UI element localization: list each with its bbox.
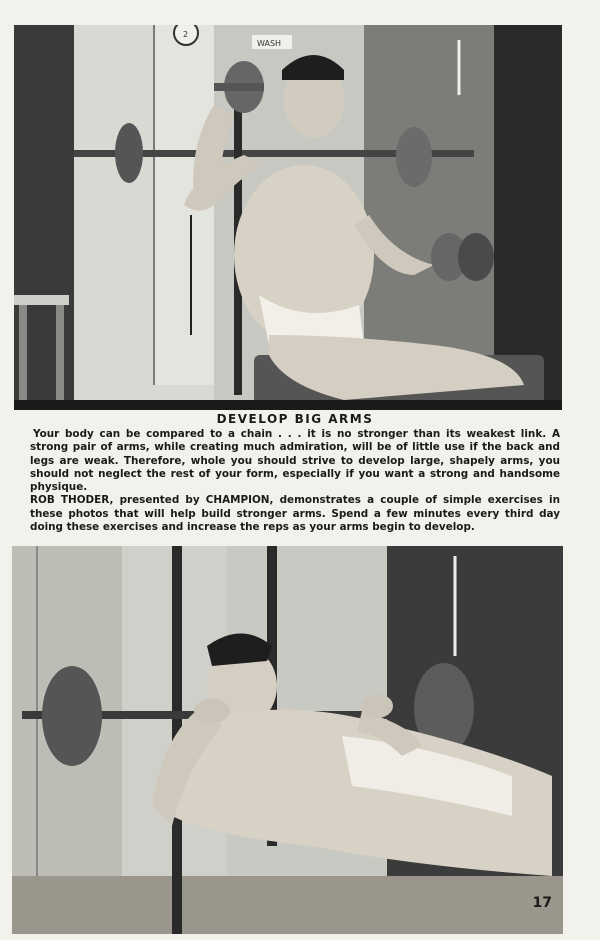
locker-number-text: 2 <box>183 30 189 39</box>
bench-press-illustration <box>12 546 563 934</box>
article-paragraph-1: Your body can be compared to a chain . . . it is no stronger than its weakest link. A strong pair of arms, while creating much admiration, will be of little use if the back and legs are weak. Therefore, whole you should strive to develop large, shapely arms, you should not neglect the rest of your form, especially if you want a strong and handsome physique. <box>30 428 560 494</box>
seated-curl-illustration <box>14 25 562 410</box>
article-paragraph-2: ROB THODER, presented by CHAMPION, demonstrates a couple of simple exercises in these photos that will help build stronger arms. Spend a few minutes every third day doing these exercises and increase the reps as your arms begin to develop. <box>30 494 560 534</box>
article-caption <box>30 412 560 534</box>
bottom-photo-bench-press <box>12 546 563 934</box>
page-number: 17 <box>532 895 552 911</box>
top-photo-seated-curl <box>14 25 562 410</box>
wash-sign-text: WASH <box>257 39 282 48</box>
article-heading: DEVELOP BIG ARMS <box>216 412 374 426</box>
